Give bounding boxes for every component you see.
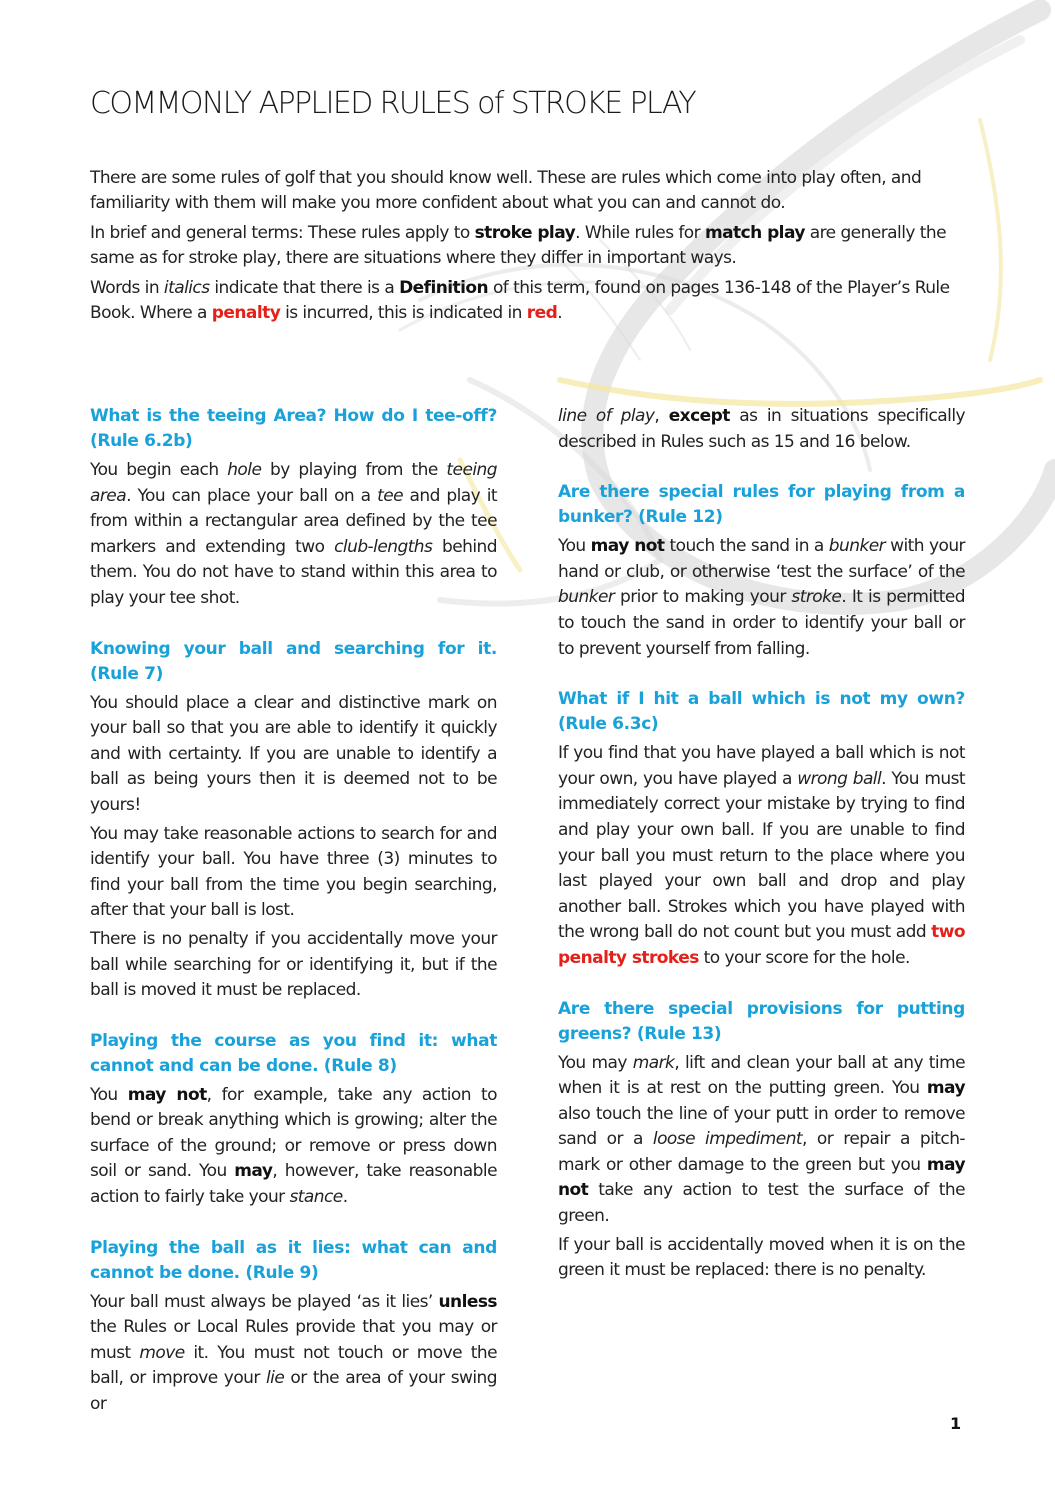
section-text-lies-part2: line of play, except as in situations specifically described in Rules such as 15 and 16 below. xyxy=(558,406,965,452)
intro-paragraph-1: There are some rules of golf that you should know well. These are rules which come into play often, and familiarity with them will make you more confident about what you can and cannot do. xyxy=(90,168,922,213)
section-heading-course: Playing the course as you find it: what cannot and can be done. (Rule 8) xyxy=(90,1030,497,1076)
section-text-course: You may not, for example, take any action to bend or break anything which is growing; alter the surface of the ground; or remove or press down soil or sand. You may, however, take reasonable action to fairly take your stance. xyxy=(90,1084,497,1208)
section-text-greens-1: You may mark, lift and clean your ball at any time when it is at rest on the putting green. You may also touch the line of your putt in order to remove sand or a loose impediment, or repair a pitch-mark or other damage to the green but you may not take any action to test the surface of the green. xyxy=(558,1052,966,1227)
section-lies xyxy=(90,1236,497,1418)
section-text-bunker: You may not touch the sand in a bunker with your hand or club, or otherwise ‘test the surface’ of the bunker prior to making your stroke. It is permitted to touch the sand in order to identify your ball or to prevent yourself from falling. xyxy=(558,536,965,659)
section-text-wrong-ball: If you find that you have played a ball which is not your own, you have played a wrong ball. You must immediately correct your mistake by trying to find and play your own ball. If you are unable to find your ball you must return to the place where you last played your own ball and drop and play another ball. Strokes which you have played with the wrong ball do not count but you must add two penalty strokes to your score for the hole. xyxy=(558,743,965,968)
section-course xyxy=(90,1029,497,1211)
penalty-strokes-term: two penalty strokes xyxy=(558,922,965,968)
section-knowing-ball xyxy=(90,637,497,1004)
page-number: 1 xyxy=(950,1414,962,1433)
section-heading-bunker: Are there special rules for playing from a bunker? (Rule 12) xyxy=(558,482,965,528)
intro-paragraph-3: Words in italics indicate that there is a Definition of this term, found on pages 136-148 of the Player’s Rule Book. Where a penalty is incurred, this is indicated in red. xyxy=(90,278,950,323)
section-text-knowing-2: You may take reasonable actions to search for and identify your ball. You have three (3) minutes to find your ball from the time you begin searching, after that your ball is lost. xyxy=(90,823,497,921)
section-heading-knowing: Knowing your ball and searching for it. (Rule 7) xyxy=(90,638,497,684)
intro-paragraph-2: In brief and general terms: These rules apply to stroke play. While rules for match play are generally the same as for stroke play, there are situations where they differ in important ways. xyxy=(90,223,946,268)
section-text-lies-part1: Your ball must always be played ‘as it lies’ unless the Rules or Local Rules provide that you may or must move it. You must not touch or move the ball, or improve your lie or the area of your swing or xyxy=(90,1291,497,1415)
definition-term: Definition xyxy=(399,278,489,298)
section-heading-wrong-ball: What if I hit a ball which is not my own? (Rule 6.3c) xyxy=(558,689,965,735)
section-text-knowing-1: You should place a clear and distinctive mark on your ball so that you are able to identify it quickly and with certainty. If you are unable to identify a ball as being yours then it is deemed not to be yours! xyxy=(90,692,497,815)
section-text-greens-2: If your ball is accidentally moved when it is on the green it must be replaced: there is no penalty. xyxy=(558,1234,965,1281)
red-term: red xyxy=(526,303,558,323)
left-column xyxy=(90,404,497,1443)
right-column xyxy=(558,404,965,1309)
section-lies-continued xyxy=(558,404,965,455)
intro-section xyxy=(90,166,965,331)
section-text-knowing-3: There is no penalty if you accidentally move your ball while searching for or identifying it, but if the ball is moved it must be replaced. xyxy=(90,928,497,1001)
italics-term: italics xyxy=(163,278,210,298)
stroke-play-term: stroke play xyxy=(474,223,576,243)
penalty-term: penalty xyxy=(211,303,281,323)
match-play-term: match play xyxy=(704,223,805,243)
section-text-teeing: You begin each hole by playing from the teeing area. You can place your ball on a tee and play it from within a rectangular area defined by the tee markers and extending two club-lengths behind them. You do not have to stand within this area to play your tee shot. xyxy=(90,460,497,608)
section-greens xyxy=(558,997,965,1284)
section-bunker xyxy=(558,480,965,662)
section-heading-greens: Are there special provisions for putting greens? (Rule 13) xyxy=(558,998,965,1044)
section-wrong-ball xyxy=(558,687,965,971)
section-heading-lies: Playing the ball as it lies: what can and cannot be done. (Rule 9) xyxy=(90,1237,497,1283)
page-title: COMMONLY APPLIED RULES of STROKE PLAY xyxy=(90,86,696,121)
section-heading-teeing: What is the teeing Area? How do I tee-off? (Rule 6.2b) xyxy=(90,406,497,451)
section-teeing-area xyxy=(90,404,497,612)
